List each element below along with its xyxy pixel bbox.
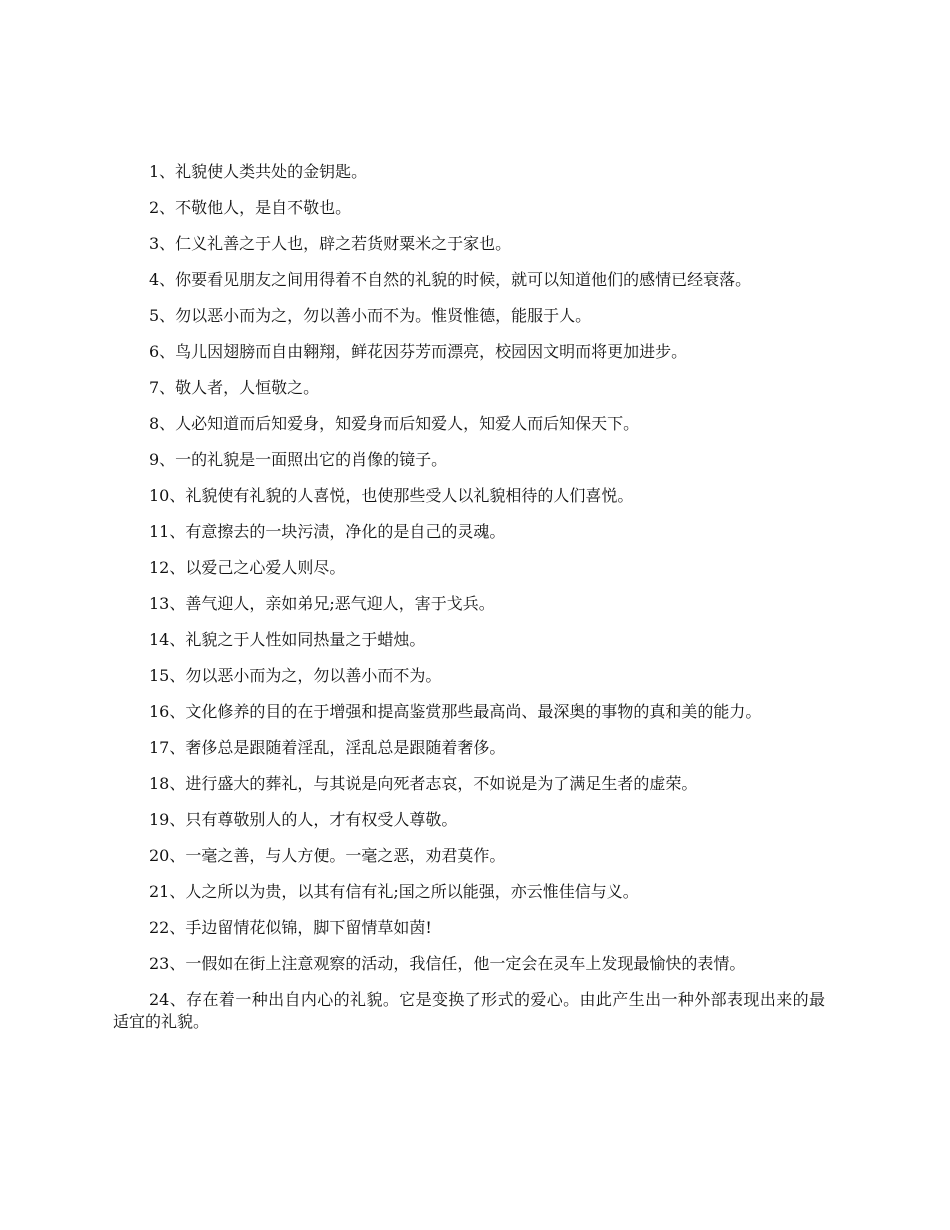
- quote-item-5: 5、勿以恶小而为之，勿以善小而不为。惟贤惟德，能服于人。: [149, 306, 592, 325]
- quote-item-9: 9、一的礼貌是一面照出它的肖像的镜子。: [149, 450, 448, 469]
- quote-item-23: 23、一假如在街上注意观察的活动，我信任，他一定会在灵车上发现最愉快的表情。: [149, 954, 746, 973]
- quote-item-2: 2、不敬他人，是自不敬也。: [149, 198, 352, 217]
- quote-item-8: 8、人必知道而后知爱身，知爱身而后知爱人，知爱人而后知保天下。: [149, 414, 640, 433]
- quote-item-18: 18、进行盛大的葬礼，与其说是向死者志哀，不如说是为了满足生者的虚荣。: [149, 774, 698, 793]
- quote-item-6: 6、鸟儿因翅膀而自由翱翔，鲜花因芬芳而漂亮，校园因文明而将更加进步。: [149, 342, 688, 361]
- quote-item-3: 3、仁义礼善之于人也，辟之若货财粟米之于家也。: [149, 234, 512, 253]
- quote-item-4: 4、你要看见朋友之间用得着不自然的礼貌的时候，就可以知道他们的感情已经衰落。: [149, 270, 752, 289]
- quote-item-10: 10、礼貌使有礼貌的人喜悦，也使那些受人以礼貌相待的人们喜悦。: [149, 486, 634, 505]
- quote-item-1: 1、礼貌使人类共处的金钥匙。: [149, 162, 368, 181]
- quote-item-22: 22、手边留情花似锦，脚下留情草如茵!: [149, 918, 432, 937]
- quote-item-12: 12、以爱己之心爱人则尽。: [149, 558, 346, 577]
- quote-item-24: 24、存在着一种出自内心的礼貌。它是变换了形式的爱心。由此产生出一种外部表现出来的最适宜的礼貌。: [113, 990, 825, 1031]
- quote-list: [113, 161, 825, 1047]
- quote-item-19: 19、只有尊敬别人的人，才有权受人尊敬。: [149, 810, 458, 829]
- quote-item-11: 11、有意擦去的一块污渍，净化的是自己的灵魂。: [149, 522, 506, 541]
- quote-item-14: 14、礼貌之于人性如同热量之于蜡烛。: [149, 630, 426, 649]
- quote-item-17: 17、奢侈总是跟随着淫乱，淫乱总是跟随着奢侈。: [149, 738, 506, 757]
- quote-item-21: 21、人之所以为贵，以其有信有礼;国之所以能强，亦云惟佳信与义。: [149, 882, 639, 901]
- quote-item-7: 7、敬人者，人恒敬之。: [149, 378, 320, 397]
- quote-item-20: 20、一毫之善，与人方便。一毫之恶，劝君莫作。: [149, 846, 506, 865]
- quote-item-16: 16、文化修养的目的在于增强和提高鉴赏那些最高尚、最深奥的事物的真和美的能力。: [149, 702, 762, 721]
- quote-item-15: 15、勿以恶小而为之，勿以善小而不为。: [149, 666, 442, 685]
- quote-item-13: 13、善气迎人，亲如弟兄;恶气迎人，害于戈兵。: [149, 594, 495, 613]
